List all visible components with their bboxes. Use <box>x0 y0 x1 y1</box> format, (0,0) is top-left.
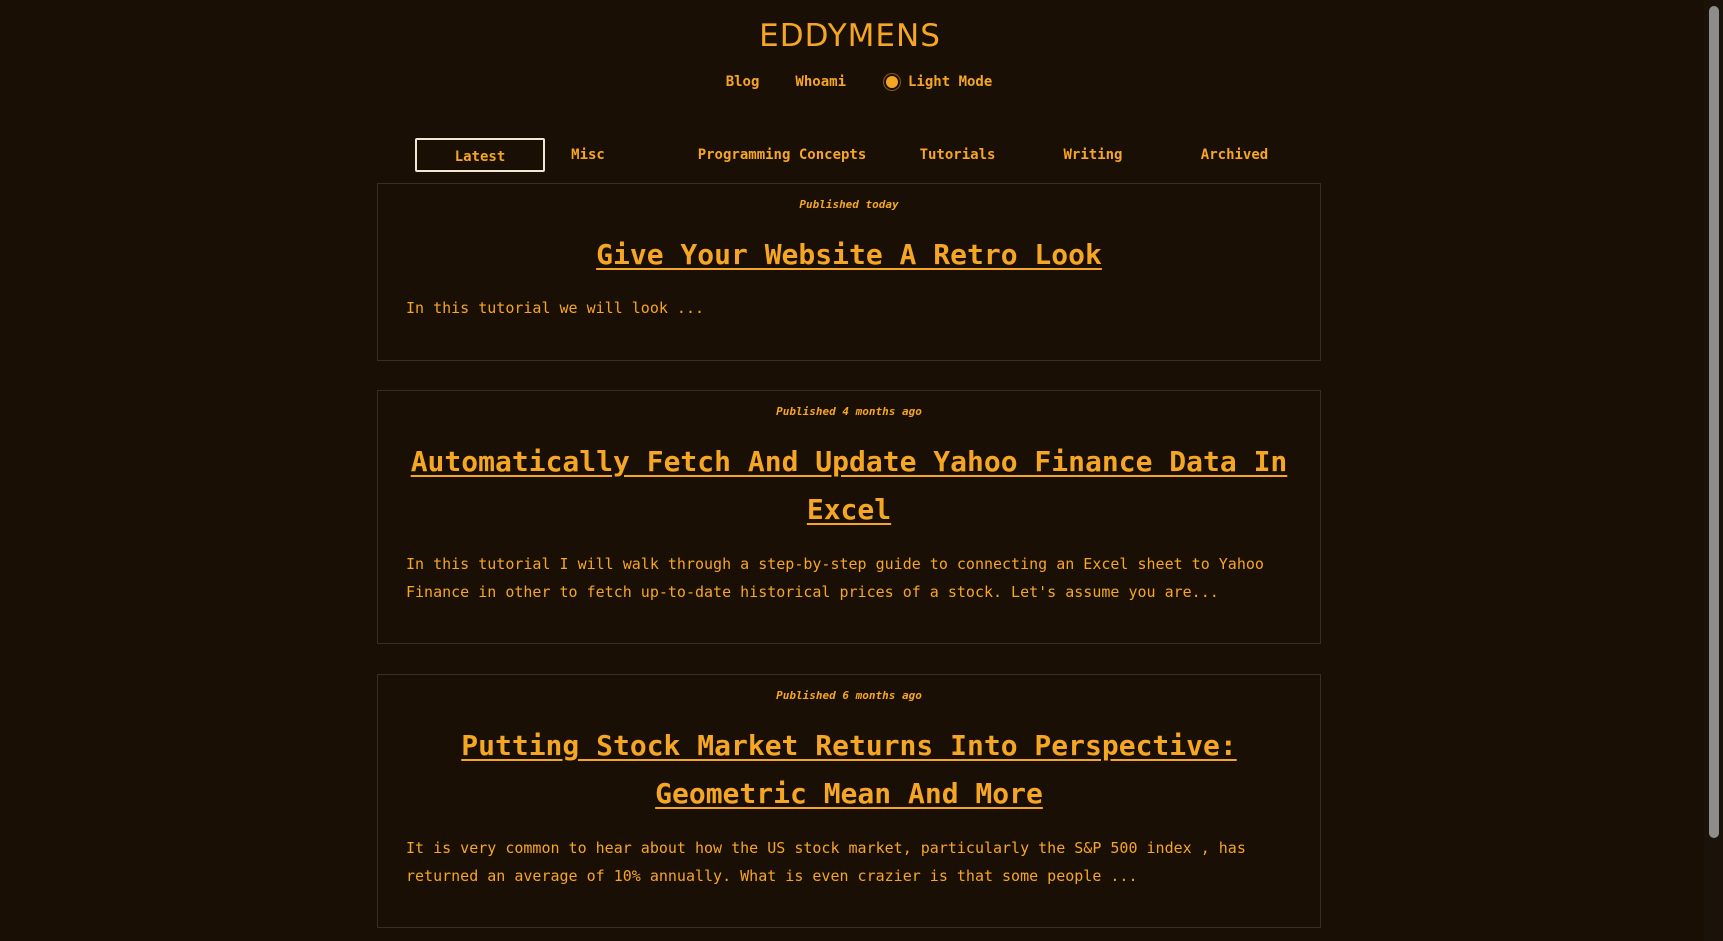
tab-misc[interactable]: Misc <box>571 147 605 163</box>
post-card <box>377 390 1321 644</box>
tab-writing[interactable]: Writing <box>1063 147 1123 163</box>
light-mode-label: Light Mode <box>908 74 993 90</box>
category-tabs <box>415 138 1315 174</box>
post-excerpt: In this tutorial I will walk through a step-by-step guide to connecting an Excel sheet to Yahoo Finance in other to fetch up-to-date historical prices of a stock. Let's assume you are... <box>406 555 1264 601</box>
site-title[interactable]: EDDYMENS <box>759 18 941 54</box>
tab-programming-concepts[interactable]: Programming Concepts <box>697 147 867 163</box>
post-published-date: Published 4 months ago <box>776 405 922 418</box>
post-excerpt: In this tutorial we will look ... <box>406 299 705 317</box>
post-card <box>377 674 1321 928</box>
tab-archived[interactable]: Archived <box>1200 147 1269 163</box>
post-published-date: Published 6 months ago <box>776 689 922 702</box>
tab-latest[interactable]: Latest <box>415 138 545 172</box>
post-published-date: Published today <box>799 198 899 211</box>
top-nav <box>0 72 1700 92</box>
sun-icon <box>886 76 898 88</box>
post-title-link[interactable]: Give Your Website A Retro Look <box>596 238 1102 271</box>
post-card <box>377 183 1321 361</box>
post-title-link[interactable]: Putting Stock Market Returns Into Perspective: Geometric Mean And More <box>461 729 1237 810</box>
post-title-link[interactable]: Automatically Fetch And Update Yahoo Finance Data In Excel <box>410 445 1288 526</box>
scrollbar-thumb[interactable] <box>1709 6 1719 838</box>
nav-whoami-link[interactable]: Whoami <box>795 74 846 90</box>
vertical-scrollbar[interactable] <box>1704 0 1723 941</box>
post-excerpt: It is very common to hear about how the US stock market, particularly the S&P 500 index , has returned an average of 10% annually. What is even crazier is that some people ... <box>406 839 1246 885</box>
nav-blog-link[interactable]: Blog <box>725 74 760 90</box>
tab-tutorials[interactable]: Tutorials <box>919 147 996 163</box>
light-mode-toggle[interactable] <box>886 72 992 92</box>
